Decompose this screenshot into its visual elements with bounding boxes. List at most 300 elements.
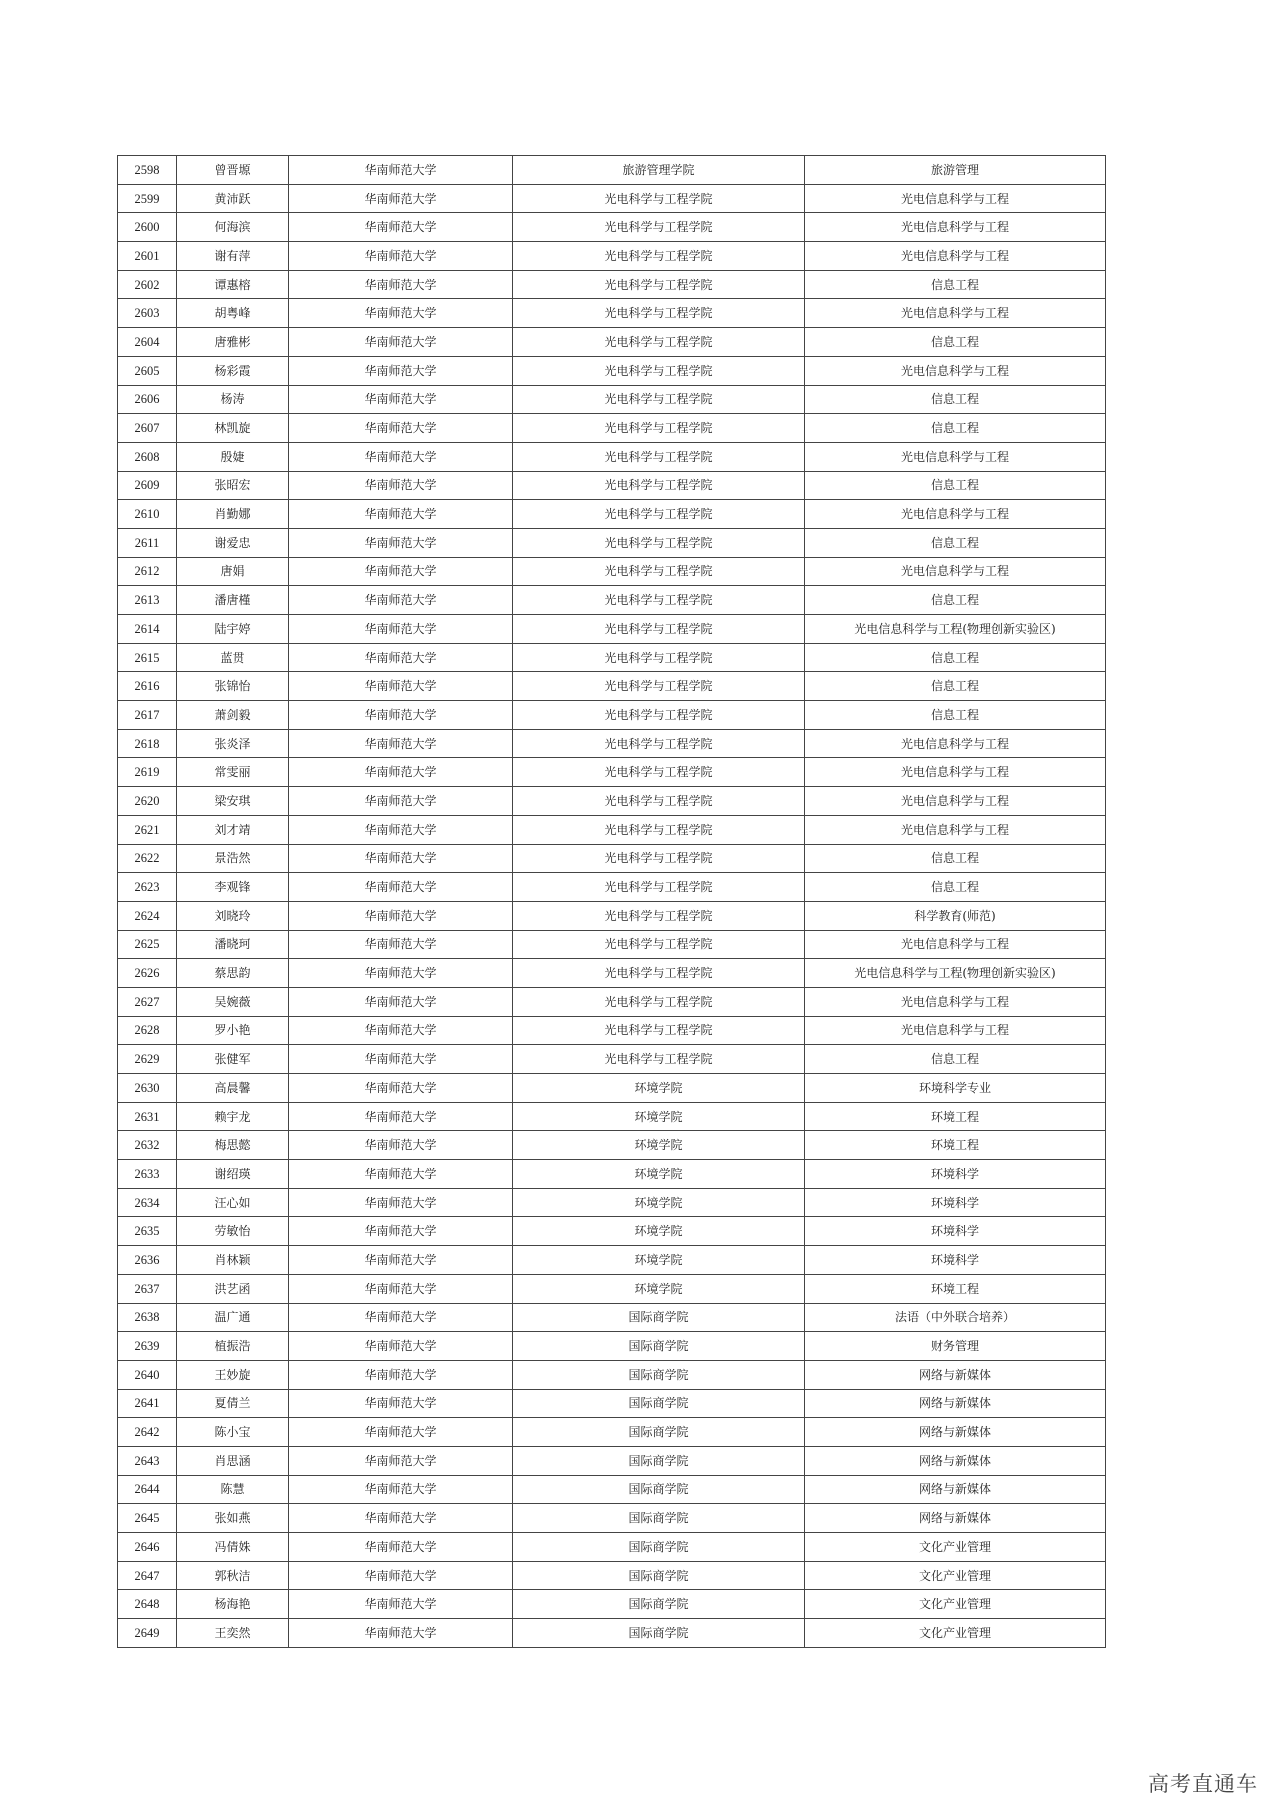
table-row xyxy=(118,844,1106,873)
student-name-cell: 温广通 xyxy=(177,1303,289,1332)
university-cell: 华南师范大学 xyxy=(289,1619,513,1648)
student-name-cell: 吴婉薇 xyxy=(177,987,289,1016)
university-cell: 华南师范大学 xyxy=(289,156,513,185)
row-number-cell: 2635 xyxy=(118,1217,177,1246)
row-number-cell: 2621 xyxy=(118,815,177,844)
college-cell: 光电科学与工程学院 xyxy=(513,987,805,1016)
college-cell: 光电科学与工程学院 xyxy=(513,729,805,758)
student-name-cell: 王妙旋 xyxy=(177,1360,289,1389)
college-cell: 光电科学与工程学院 xyxy=(513,270,805,299)
row-number-cell: 2647 xyxy=(118,1561,177,1590)
college-cell: 光电科学与工程学院 xyxy=(513,1016,805,1045)
row-number-cell: 2636 xyxy=(118,1246,177,1275)
row-number-cell: 2617 xyxy=(118,701,177,730)
table-row xyxy=(118,1160,1106,1189)
major-cell: 信息工程 xyxy=(805,328,1106,357)
table-row xyxy=(118,1102,1106,1131)
college-cell: 国际商学院 xyxy=(513,1360,805,1389)
table-row xyxy=(118,1418,1106,1447)
table-row xyxy=(118,959,1106,988)
student-name-cell: 黄沛跃 xyxy=(177,184,289,213)
student-name-cell: 肖勤娜 xyxy=(177,500,289,529)
row-number-cell: 2627 xyxy=(118,987,177,1016)
college-cell: 光电科学与工程学院 xyxy=(513,242,805,271)
row-number-cell: 2606 xyxy=(118,385,177,414)
college-cell: 国际商学院 xyxy=(513,1389,805,1418)
university-cell: 华南师范大学 xyxy=(289,1016,513,1045)
student-name-cell: 肖林颖 xyxy=(177,1246,289,1275)
major-cell: 网络与新媒体 xyxy=(805,1504,1106,1533)
major-cell: 网络与新媒体 xyxy=(805,1418,1106,1447)
student-name-cell: 萧剑毅 xyxy=(177,701,289,730)
row-number-cell: 2626 xyxy=(118,959,177,988)
table-row xyxy=(118,156,1106,185)
university-cell: 华南师范大学 xyxy=(289,643,513,672)
university-cell: 华南师范大学 xyxy=(289,758,513,787)
college-cell: 光电科学与工程学院 xyxy=(513,328,805,357)
student-name-cell: 林凯旋 xyxy=(177,414,289,443)
college-cell: 光电科学与工程学院 xyxy=(513,701,805,730)
table-row xyxy=(118,1045,1106,1074)
university-cell: 华南师范大学 xyxy=(289,1504,513,1533)
row-number-cell: 2644 xyxy=(118,1475,177,1504)
student-name-cell: 刘晓玲 xyxy=(177,901,289,930)
major-cell: 环境科学 xyxy=(805,1188,1106,1217)
table-row xyxy=(118,758,1106,787)
college-cell: 光电科学与工程学院 xyxy=(513,901,805,930)
university-cell: 华南师范大学 xyxy=(289,1074,513,1103)
college-cell: 国际商学院 xyxy=(513,1619,805,1648)
college-cell: 光电科学与工程学院 xyxy=(513,385,805,414)
university-cell: 华南师范大学 xyxy=(289,1045,513,1074)
college-cell: 国际商学院 xyxy=(513,1332,805,1361)
university-cell: 华南师范大学 xyxy=(289,1246,513,1275)
row-number-cell: 2641 xyxy=(118,1389,177,1418)
row-number-cell: 2628 xyxy=(118,1016,177,1045)
major-cell: 信息工程 xyxy=(805,471,1106,500)
student-name-cell: 陆宇婷 xyxy=(177,615,289,644)
major-cell: 信息工程 xyxy=(805,586,1106,615)
student-name-cell: 景浩然 xyxy=(177,844,289,873)
row-number-cell: 2611 xyxy=(118,528,177,557)
university-cell: 华南师范大学 xyxy=(289,1561,513,1590)
university-cell: 华南师范大学 xyxy=(289,385,513,414)
student-name-cell: 杨彩霞 xyxy=(177,356,289,385)
university-cell: 华南师范大学 xyxy=(289,242,513,271)
major-cell: 信息工程 xyxy=(805,643,1106,672)
major-cell: 光电信息科学与工程 xyxy=(805,758,1106,787)
major-cell: 环境科学 xyxy=(805,1160,1106,1189)
table-row xyxy=(118,1561,1106,1590)
major-cell: 光电信息科学与工程 xyxy=(805,557,1106,586)
major-cell: 信息工程 xyxy=(805,528,1106,557)
major-cell: 信息工程 xyxy=(805,385,1106,414)
college-cell: 环境学院 xyxy=(513,1217,805,1246)
row-number-cell: 2624 xyxy=(118,901,177,930)
table-row xyxy=(118,1475,1106,1504)
university-cell: 华南师范大学 xyxy=(289,615,513,644)
row-number-cell: 2622 xyxy=(118,844,177,873)
university-cell: 华南师范大学 xyxy=(289,414,513,443)
student-name-cell: 张昭宏 xyxy=(177,471,289,500)
table-row xyxy=(118,1504,1106,1533)
major-cell: 文化产业管理 xyxy=(805,1533,1106,1562)
row-number-cell: 2634 xyxy=(118,1188,177,1217)
row-number-cell: 2640 xyxy=(118,1360,177,1389)
university-cell: 华南师范大学 xyxy=(289,299,513,328)
college-cell: 光电科学与工程学院 xyxy=(513,442,805,471)
college-cell: 环境学院 xyxy=(513,1102,805,1131)
college-cell: 光电科学与工程学院 xyxy=(513,213,805,242)
major-cell: 信息工程 xyxy=(805,701,1106,730)
row-number-cell: 2608 xyxy=(118,442,177,471)
student-name-cell: 肖思涵 xyxy=(177,1446,289,1475)
row-number-cell: 2633 xyxy=(118,1160,177,1189)
university-cell: 华南师范大学 xyxy=(289,787,513,816)
student-name-cell: 张炎泽 xyxy=(177,729,289,758)
college-cell: 旅游管理学院 xyxy=(513,156,805,185)
major-cell: 文化产业管理 xyxy=(805,1619,1106,1648)
table-row xyxy=(118,1619,1106,1648)
major-cell: 信息工程 xyxy=(805,1045,1106,1074)
row-number-cell: 2619 xyxy=(118,758,177,787)
college-cell: 光电科学与工程学院 xyxy=(513,471,805,500)
university-cell: 华南师范大学 xyxy=(289,672,513,701)
major-cell: 光电信息科学与工程 xyxy=(805,184,1106,213)
college-cell: 光电科学与工程学院 xyxy=(513,500,805,529)
college-cell: 光电科学与工程学院 xyxy=(513,959,805,988)
major-cell: 环境科学 xyxy=(805,1246,1106,1275)
student-name-cell: 李观锋 xyxy=(177,873,289,902)
college-cell: 光电科学与工程学院 xyxy=(513,844,805,873)
university-cell: 华南师范大学 xyxy=(289,471,513,500)
table-row xyxy=(118,1188,1106,1217)
row-number-cell: 2638 xyxy=(118,1303,177,1332)
row-number-cell: 2607 xyxy=(118,414,177,443)
student-name-cell: 蔡思韵 xyxy=(177,959,289,988)
row-number-cell: 2623 xyxy=(118,873,177,902)
college-cell: 国际商学院 xyxy=(513,1475,805,1504)
university-cell: 华南师范大学 xyxy=(289,1590,513,1619)
university-cell: 华南师范大学 xyxy=(289,1533,513,1562)
university-cell: 华南师范大学 xyxy=(289,1274,513,1303)
student-name-cell: 何海滨 xyxy=(177,213,289,242)
college-cell: 光电科学与工程学院 xyxy=(513,299,805,328)
row-number-cell: 2605 xyxy=(118,356,177,385)
college-cell: 光电科学与工程学院 xyxy=(513,787,805,816)
college-cell: 国际商学院 xyxy=(513,1303,805,1332)
major-cell: 文化产业管理 xyxy=(805,1561,1106,1590)
row-number-cell: 2599 xyxy=(118,184,177,213)
row-number-cell: 2620 xyxy=(118,787,177,816)
row-number-cell: 2598 xyxy=(118,156,177,185)
major-cell: 财务管理 xyxy=(805,1332,1106,1361)
university-cell: 华南师范大学 xyxy=(289,586,513,615)
student-name-cell: 冯倩姝 xyxy=(177,1533,289,1562)
college-cell: 国际商学院 xyxy=(513,1590,805,1619)
college-cell: 国际商学院 xyxy=(513,1533,805,1562)
table-row xyxy=(118,1016,1106,1045)
student-name-cell: 谢绍瑛 xyxy=(177,1160,289,1189)
table-row xyxy=(118,528,1106,557)
table-row xyxy=(118,557,1106,586)
table-row xyxy=(118,184,1106,213)
university-cell: 华南师范大学 xyxy=(289,701,513,730)
major-cell: 环境工程 xyxy=(805,1102,1106,1131)
row-number-cell: 2637 xyxy=(118,1274,177,1303)
college-cell: 光电科学与工程学院 xyxy=(513,643,805,672)
major-cell: 光电信息科学与工程 xyxy=(805,930,1106,959)
major-cell: 信息工程 xyxy=(805,270,1106,299)
major-cell: 网络与新媒体 xyxy=(805,1389,1106,1418)
table-row xyxy=(118,414,1106,443)
table-row xyxy=(118,729,1106,758)
table-row xyxy=(118,873,1106,902)
row-number-cell: 2609 xyxy=(118,471,177,500)
university-cell: 华南师范大学 xyxy=(289,1446,513,1475)
table-row xyxy=(118,1332,1106,1361)
row-number-cell: 2629 xyxy=(118,1045,177,1074)
row-number-cell: 2632 xyxy=(118,1131,177,1160)
row-number-cell: 2649 xyxy=(118,1619,177,1648)
college-cell: 光电科学与工程学院 xyxy=(513,557,805,586)
row-number-cell: 2639 xyxy=(118,1332,177,1361)
row-number-cell: 2610 xyxy=(118,500,177,529)
table-row xyxy=(118,1303,1106,1332)
row-number-cell: 2625 xyxy=(118,930,177,959)
table-row xyxy=(118,930,1106,959)
university-cell: 华南师范大学 xyxy=(289,356,513,385)
student-name-cell: 殷婕 xyxy=(177,442,289,471)
college-cell: 国际商学院 xyxy=(513,1418,805,1447)
student-name-cell: 植振浩 xyxy=(177,1332,289,1361)
row-number-cell: 2630 xyxy=(118,1074,177,1103)
student-name-cell: 常雯丽 xyxy=(177,758,289,787)
student-name-cell: 劳敏怡 xyxy=(177,1217,289,1246)
student-name-cell: 洪艺函 xyxy=(177,1274,289,1303)
table-row xyxy=(118,987,1106,1016)
row-number-cell: 2615 xyxy=(118,643,177,672)
row-number-cell: 2645 xyxy=(118,1504,177,1533)
college-cell: 光电科学与工程学院 xyxy=(513,356,805,385)
table-row xyxy=(118,385,1106,414)
row-number-cell: 2604 xyxy=(118,328,177,357)
university-cell: 华南师范大学 xyxy=(289,270,513,299)
major-cell: 光电信息科学与工程 xyxy=(805,815,1106,844)
student-name-cell: 陈慧 xyxy=(177,1475,289,1504)
row-number-cell: 2642 xyxy=(118,1418,177,1447)
table-row xyxy=(118,586,1106,615)
college-cell: 光电科学与工程学院 xyxy=(513,586,805,615)
college-cell: 国际商学院 xyxy=(513,1446,805,1475)
college-cell: 光电科学与工程学院 xyxy=(513,873,805,902)
table-row xyxy=(118,213,1106,242)
major-cell: 光电信息科学与工程 xyxy=(805,987,1106,1016)
table-row xyxy=(118,701,1106,730)
student-name-cell: 唐娟 xyxy=(177,557,289,586)
table-row xyxy=(118,672,1106,701)
college-cell: 光电科学与工程学院 xyxy=(513,184,805,213)
major-cell: 光电信息科学与工程(物理创新实验区) xyxy=(805,615,1106,644)
table-row xyxy=(118,328,1106,357)
table-row xyxy=(118,471,1106,500)
row-number-cell: 2614 xyxy=(118,615,177,644)
student-name-cell: 汪心如 xyxy=(177,1188,289,1217)
student-name-cell: 夏倩兰 xyxy=(177,1389,289,1418)
college-cell: 国际商学院 xyxy=(513,1561,805,1590)
row-number-cell: 2646 xyxy=(118,1533,177,1562)
roster-sheet xyxy=(117,155,1105,1648)
roster-table-body xyxy=(118,156,1106,1648)
university-cell: 华南师范大学 xyxy=(289,213,513,242)
major-cell: 信息工程 xyxy=(805,672,1106,701)
student-name-cell: 高晨馨 xyxy=(177,1074,289,1103)
table-row xyxy=(118,442,1106,471)
table-row xyxy=(118,1360,1106,1389)
table-row xyxy=(118,1274,1106,1303)
college-cell: 国际商学院 xyxy=(513,1504,805,1533)
table-row xyxy=(118,1533,1106,1562)
college-cell: 环境学院 xyxy=(513,1074,805,1103)
student-name-cell: 胡粤峰 xyxy=(177,299,289,328)
university-cell: 华南师范大学 xyxy=(289,1360,513,1389)
major-cell: 光电信息科学与工程 xyxy=(805,356,1106,385)
student-name-cell: 谢爱忠 xyxy=(177,528,289,557)
university-cell: 华南师范大学 xyxy=(289,1160,513,1189)
university-cell: 华南师范大学 xyxy=(289,844,513,873)
major-cell: 旅游管理 xyxy=(805,156,1106,185)
major-cell: 环境工程 xyxy=(805,1274,1106,1303)
college-cell: 光电科学与工程学院 xyxy=(513,930,805,959)
university-cell: 华南师范大学 xyxy=(289,815,513,844)
table-row xyxy=(118,299,1106,328)
college-cell: 光电科学与工程学院 xyxy=(513,1045,805,1074)
college-cell: 光电科学与工程学院 xyxy=(513,758,805,787)
row-number-cell: 2643 xyxy=(118,1446,177,1475)
student-name-cell: 杨涛 xyxy=(177,385,289,414)
major-cell: 光电信息科学与工程 xyxy=(805,500,1106,529)
major-cell: 光电信息科学与工程 xyxy=(805,213,1106,242)
college-cell: 环境学院 xyxy=(513,1131,805,1160)
university-cell: 华南师范大学 xyxy=(289,1418,513,1447)
major-cell: 法语（中外联合培养） xyxy=(805,1303,1106,1332)
major-cell: 环境工程 xyxy=(805,1131,1106,1160)
university-cell: 华南师范大学 xyxy=(289,901,513,930)
student-name-cell: 潘晓珂 xyxy=(177,930,289,959)
roster-table xyxy=(117,155,1106,1648)
major-cell: 信息工程 xyxy=(805,414,1106,443)
major-cell: 光电信息科学与工程 xyxy=(805,787,1106,816)
row-number-cell: 2602 xyxy=(118,270,177,299)
major-cell: 网络与新媒体 xyxy=(805,1446,1106,1475)
major-cell: 网络与新媒体 xyxy=(805,1360,1106,1389)
major-cell: 科学教育(师范) xyxy=(805,901,1106,930)
college-cell: 环境学院 xyxy=(513,1246,805,1275)
student-name-cell: 谢有萍 xyxy=(177,242,289,271)
university-cell: 华南师范大学 xyxy=(289,528,513,557)
college-cell: 环境学院 xyxy=(513,1188,805,1217)
college-cell: 光电科学与工程学院 xyxy=(513,815,805,844)
watermark-text: 高考直通车 xyxy=(1148,1772,1258,1796)
university-cell: 华南师范大学 xyxy=(289,1389,513,1418)
student-name-cell: 张健军 xyxy=(177,1045,289,1074)
student-name-cell: 陈小宝 xyxy=(177,1418,289,1447)
student-name-cell: 罗小艳 xyxy=(177,1016,289,1045)
university-cell: 华南师范大学 xyxy=(289,729,513,758)
table-row xyxy=(118,356,1106,385)
table-row xyxy=(118,1074,1106,1103)
university-cell: 华南师范大学 xyxy=(289,1303,513,1332)
student-name-cell: 张锦怡 xyxy=(177,672,289,701)
college-cell: 光电科学与工程学院 xyxy=(513,615,805,644)
university-cell: 华南师范大学 xyxy=(289,930,513,959)
college-cell: 环境学院 xyxy=(513,1274,805,1303)
major-cell: 信息工程 xyxy=(805,844,1106,873)
student-name-cell: 刘才靖 xyxy=(177,815,289,844)
major-cell: 光电信息科学与工程 xyxy=(805,442,1106,471)
table-row xyxy=(118,270,1106,299)
major-cell: 光电信息科学与工程(物理创新实验区) xyxy=(805,959,1106,988)
college-cell: 光电科学与工程学院 xyxy=(513,672,805,701)
table-row xyxy=(118,815,1106,844)
student-name-cell: 梁安琪 xyxy=(177,787,289,816)
row-number-cell: 2601 xyxy=(118,242,177,271)
university-cell: 华南师范大学 xyxy=(289,1131,513,1160)
college-cell: 光电科学与工程学院 xyxy=(513,528,805,557)
student-name-cell: 潘唐槿 xyxy=(177,586,289,615)
university-cell: 华南师范大学 xyxy=(289,328,513,357)
university-cell: 华南师范大学 xyxy=(289,987,513,1016)
table-row xyxy=(118,901,1106,930)
table-row xyxy=(118,615,1106,644)
college-cell: 环境学院 xyxy=(513,1160,805,1189)
table-row xyxy=(118,1590,1106,1619)
row-number-cell: 2612 xyxy=(118,557,177,586)
table-row xyxy=(118,1131,1106,1160)
student-name-cell: 蓝贯 xyxy=(177,643,289,672)
major-cell: 环境科学 xyxy=(805,1217,1106,1246)
university-cell: 华南师范大学 xyxy=(289,959,513,988)
table-row xyxy=(118,643,1106,672)
major-cell: 信息工程 xyxy=(805,873,1106,902)
student-name-cell: 唐雅彬 xyxy=(177,328,289,357)
university-cell: 华南师范大学 xyxy=(289,1332,513,1361)
university-cell: 华南师范大学 xyxy=(289,184,513,213)
row-number-cell: 2616 xyxy=(118,672,177,701)
student-name-cell: 谭惠榕 xyxy=(177,270,289,299)
university-cell: 华南师范大学 xyxy=(289,500,513,529)
university-cell: 华南师范大学 xyxy=(289,557,513,586)
student-name-cell: 梅思懿 xyxy=(177,1131,289,1160)
student-name-cell: 曾晋塬 xyxy=(177,156,289,185)
major-cell: 光电信息科学与工程 xyxy=(805,299,1106,328)
row-number-cell: 2600 xyxy=(118,213,177,242)
table-row xyxy=(118,500,1106,529)
major-cell: 光电信息科学与工程 xyxy=(805,242,1106,271)
university-cell: 华南师范大学 xyxy=(289,873,513,902)
major-cell: 文化产业管理 xyxy=(805,1590,1106,1619)
table-row xyxy=(118,242,1106,271)
major-cell: 光电信息科学与工程 xyxy=(805,729,1106,758)
major-cell: 环境科学专业 xyxy=(805,1074,1106,1103)
row-number-cell: 2603 xyxy=(118,299,177,328)
table-row xyxy=(118,1217,1106,1246)
university-cell: 华南师范大学 xyxy=(289,1102,513,1131)
table-row xyxy=(118,1246,1106,1275)
student-name-cell: 张如燕 xyxy=(177,1504,289,1533)
student-name-cell: 杨海艳 xyxy=(177,1590,289,1619)
university-cell: 华南师范大学 xyxy=(289,1475,513,1504)
